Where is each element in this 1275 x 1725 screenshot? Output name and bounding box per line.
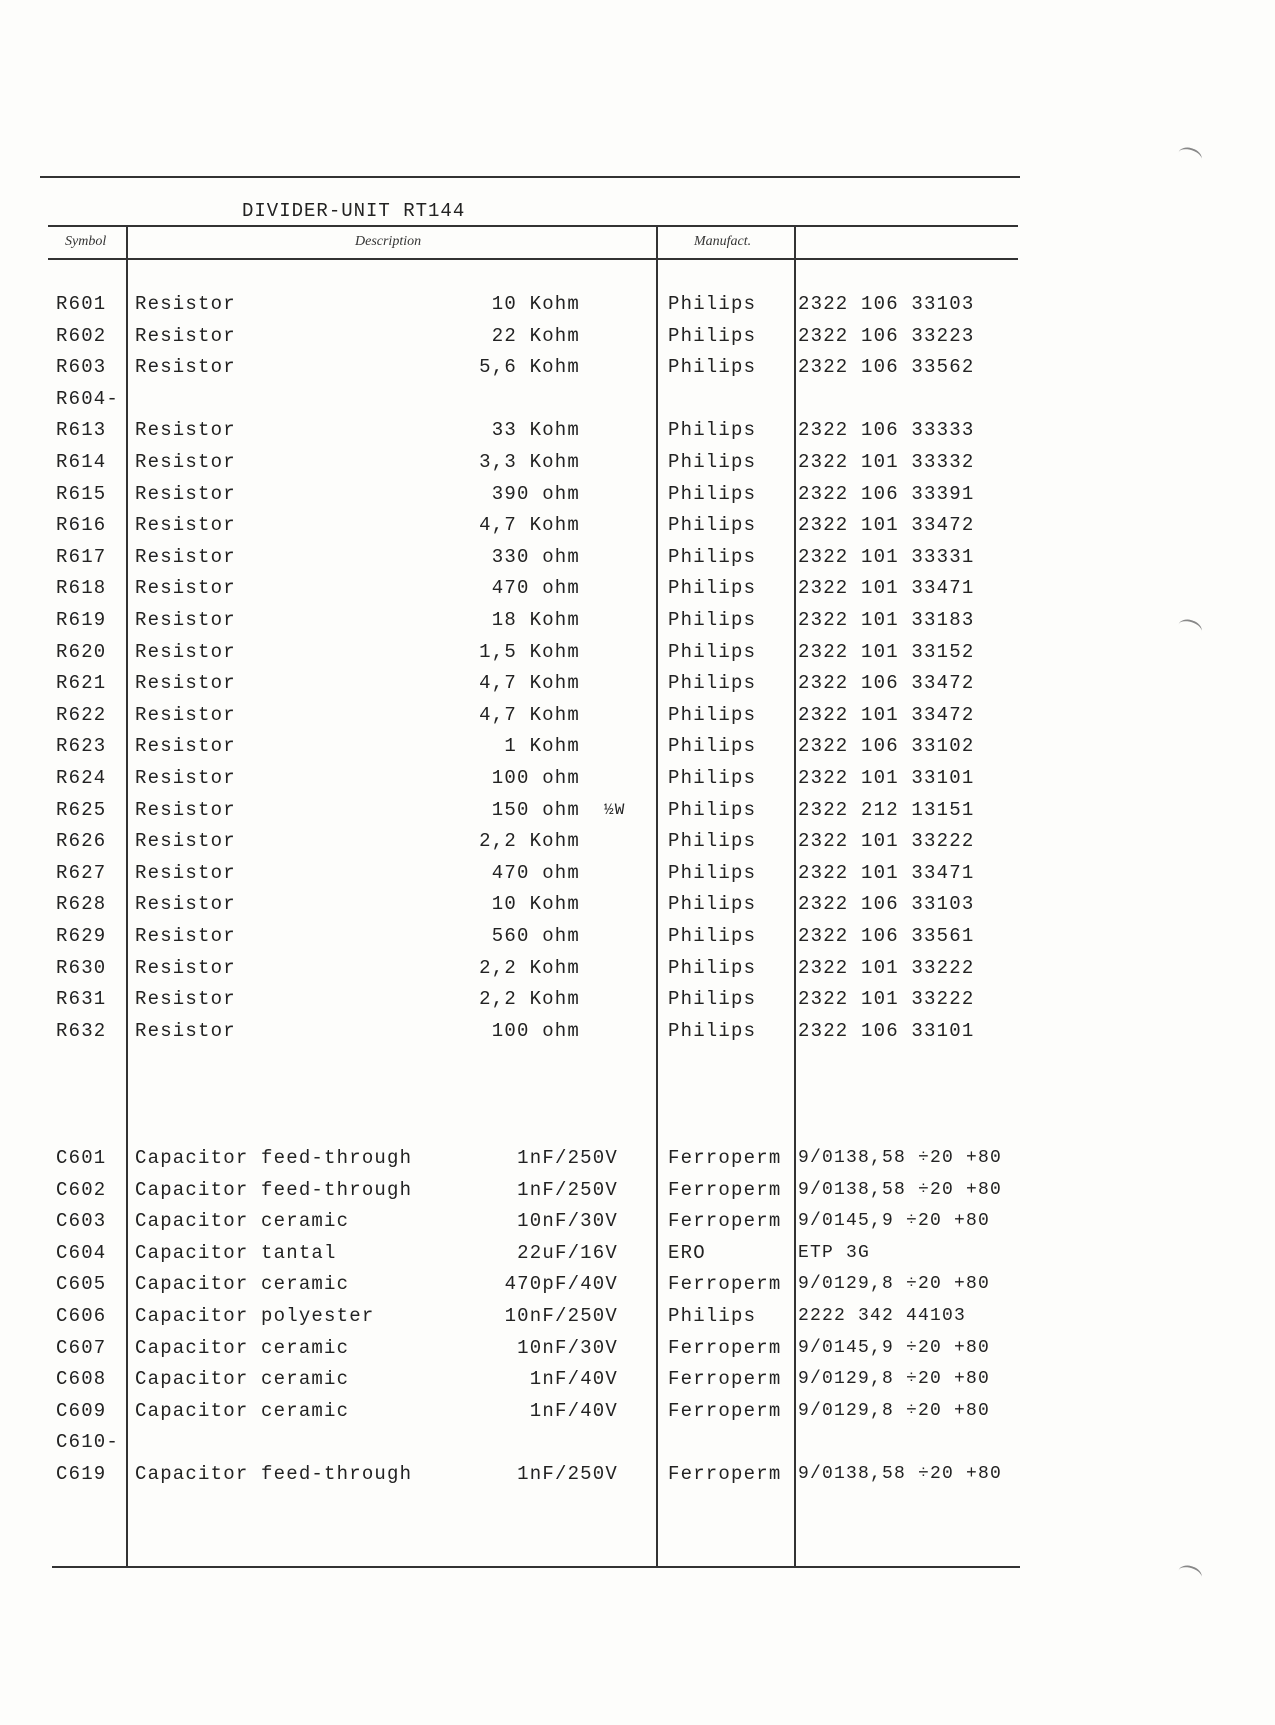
- part-description: Resistor: [135, 419, 236, 442]
- part-code: 2322 106 33562: [798, 356, 975, 379]
- part-symbol: C602: [56, 1178, 107, 1201]
- binder-mark: [1176, 145, 1204, 168]
- part-description: Resistor: [135, 956, 236, 979]
- part-value: 18 Kohm: [491, 609, 580, 631]
- part-value: 470 ohm: [491, 861, 580, 884]
- part-code: 2322 106 33103: [798, 293, 975, 315]
- part-symbol: R618: [56, 577, 107, 600]
- part-code: 2322 101 33331: [798, 545, 975, 568]
- part-symbol: C607: [56, 1336, 107, 1359]
- part-value: 4,7 Kohm: [479, 514, 580, 537]
- part-symbol: C610-: [56, 1431, 120, 1454]
- part-code: 2322 101 33332: [798, 451, 975, 473]
- part-code: 2322 106 33101: [798, 1019, 975, 1042]
- part-code: 2322 106 33102: [798, 735, 975, 758]
- part-value: 1nF/250V: [517, 1463, 618, 1485]
- part-code: 2322 106 33333: [798, 419, 975, 442]
- part-value: 330 ohm: [491, 545, 580, 568]
- part-value: 4,7 Kohm: [479, 672, 580, 695]
- part-symbol: C601: [56, 1147, 107, 1169]
- header-manufact: Manufact.: [694, 234, 752, 249]
- part-value: 5,6 Kohm: [479, 356, 580, 379]
- part-symbol: R602: [56, 324, 107, 347]
- part-value: 1,5 Kohm: [479, 640, 580, 663]
- part-value: 2,2 Kohm: [479, 956, 580, 979]
- part-value: 100 ohm: [491, 1019, 580, 1042]
- part-description: Resistor: [135, 545, 236, 568]
- part-code: 2322 212 13151: [798, 798, 975, 821]
- part-value: 2,2 Kohm: [479, 988, 580, 1011]
- part-symbol: C619: [56, 1463, 107, 1485]
- part-code: 9/0129,8 ÷20 +80: [798, 1400, 991, 1421]
- part-manufacturer: Philips: [668, 893, 757, 916]
- part-code: 2322 106 33391: [798, 482, 975, 505]
- part-value: 1 Kohm: [504, 735, 580, 758]
- header-description: Description: [355, 234, 422, 249]
- part-code: 2322 106 33103: [798, 893, 975, 916]
- part-symbol: R631: [56, 988, 107, 1011]
- part-description: Capacitor tantal: [135, 1241, 337, 1264]
- part-value: 390 ohm: [491, 482, 580, 505]
- part-manufacturer: Philips: [668, 1019, 757, 1042]
- part-symbol: R604-: [56, 387, 120, 410]
- part-value: 560 ohm: [491, 925, 580, 947]
- part-value: 33 Kohm: [491, 419, 580, 442]
- part-description: Resistor: [135, 640, 236, 663]
- part-code: 2322 101 33471: [798, 577, 975, 600]
- part-code: 2322 101 33222: [798, 830, 975, 853]
- part-rating: ½W: [604, 800, 626, 819]
- part-description: Resistor: [135, 767, 236, 789]
- part-value: 150 ohm: [491, 798, 580, 821]
- part-value: 1nF/250V: [517, 1147, 618, 1169]
- part-manufacturer: Philips: [668, 324, 757, 347]
- part-description: Resistor: [135, 861, 236, 884]
- part-code: 2322 101 33472: [798, 514, 975, 537]
- part-description: Capacitor feed-through: [135, 1178, 413, 1201]
- part-value: 22 Kohm: [491, 324, 580, 347]
- header-top-rule: [48, 225, 1018, 227]
- part-code: 9/0129,8 ÷20 +80: [798, 1274, 991, 1295]
- part-description: Capacitor ceramic: [135, 1336, 350, 1359]
- part-value: 1nF/40V: [529, 1368, 618, 1391]
- part-manufacturer: Philips: [668, 609, 757, 631]
- part-manufacturer: Philips: [668, 482, 757, 505]
- bottom-rule: [52, 1566, 1020, 1568]
- part-code: 2222 342 44103: [798, 1306, 967, 1326]
- part-symbol: R620: [56, 640, 107, 663]
- part-description: Capacitor ceramic: [135, 1273, 350, 1296]
- part-code: 2322 101 33152: [798, 640, 975, 663]
- binder-mark: [1176, 1563, 1204, 1586]
- part-manufacturer: Philips: [668, 293, 757, 315]
- part-description: Resistor: [135, 798, 236, 821]
- part-manufacturer: Ferroperm: [668, 1368, 782, 1391]
- part-symbol: R613: [56, 419, 107, 442]
- part-description: Capacitor ceramic: [135, 1210, 350, 1233]
- part-manufacturer: Philips: [668, 925, 757, 947]
- part-value: 10nF/30V: [517, 1210, 618, 1233]
- part-manufacturer: Philips: [668, 640, 757, 663]
- part-description: Resistor: [135, 893, 236, 916]
- part-description: Resistor: [135, 1019, 236, 1042]
- page-title: DIVIDER-UNIT RT144: [242, 200, 466, 222]
- part-symbol: C609: [56, 1399, 107, 1422]
- part-symbol: R624: [56, 767, 107, 789]
- part-symbol: R632: [56, 1019, 107, 1042]
- part-value: 10nF/30V: [517, 1336, 618, 1359]
- part-code: 2322 101 33101: [798, 767, 975, 789]
- part-symbol: C603: [56, 1210, 107, 1233]
- top-rule: [40, 176, 1020, 178]
- part-code: 2322 101 33222: [798, 956, 975, 979]
- part-symbol: R621: [56, 672, 107, 695]
- part-description: Resistor: [135, 988, 236, 1011]
- part-code: 2322 101 33471: [798, 861, 975, 884]
- part-manufacturer: Philips: [668, 861, 757, 884]
- part-manufacturer: ERO: [668, 1241, 706, 1264]
- part-value: 1nF/40V: [529, 1399, 618, 1422]
- part-symbol: C604: [56, 1241, 107, 1264]
- part-symbol: R616: [56, 514, 107, 537]
- part-description: Capacitor ceramic: [135, 1368, 350, 1391]
- column-rule-description: [656, 226, 658, 1567]
- part-description: Resistor: [135, 451, 236, 473]
- part-manufacturer: Philips: [668, 703, 757, 726]
- part-description: Resistor: [135, 703, 236, 726]
- part-manufacturer: Philips: [668, 545, 757, 568]
- part-description: Capacitor ceramic: [135, 1399, 350, 1422]
- part-manufacturer: Philips: [668, 735, 757, 758]
- part-manufacturer: Ferroperm: [668, 1399, 782, 1422]
- part-code: 2322 106 33561: [798, 925, 975, 947]
- part-symbol: R627: [56, 861, 107, 884]
- part-manufacturer: Ferroperm: [668, 1210, 782, 1233]
- part-code: 9/0145,9 ÷20 +80: [798, 1337, 991, 1358]
- part-symbol: R629: [56, 925, 107, 947]
- part-code: 9/0138,58 ÷20 +80: [798, 1464, 1003, 1484]
- part-symbol: C606: [56, 1305, 107, 1327]
- part-manufacturer: Philips: [668, 798, 757, 821]
- part-manufacturer: Ferroperm: [668, 1178, 782, 1201]
- part-manufacturer: Philips: [668, 356, 757, 379]
- part-symbol: R630: [56, 956, 107, 979]
- part-value: 2,2 Kohm: [479, 830, 580, 853]
- part-code: 2322 101 33222: [798, 988, 975, 1011]
- part-code: ETP 3G: [798, 1242, 871, 1263]
- part-description: Capacitor polyester: [135, 1305, 375, 1327]
- part-description: Resistor: [135, 609, 236, 631]
- part-symbol: C608: [56, 1368, 107, 1391]
- part-symbol: R622: [56, 703, 107, 726]
- part-value: 3,3 Kohm: [479, 451, 580, 473]
- part-symbol: R619: [56, 609, 107, 631]
- part-manufacturer: Philips: [668, 830, 757, 853]
- part-manufacturer: Philips: [668, 1305, 757, 1327]
- part-code: 2322 101 33183: [798, 609, 975, 631]
- part-code: 9/0145,9 ÷20 +80: [798, 1211, 991, 1232]
- header-symbol: Symbol: [65, 234, 107, 249]
- part-symbol: R615: [56, 482, 107, 505]
- part-manufacturer: Philips: [668, 988, 757, 1011]
- part-description: Resistor: [135, 735, 236, 758]
- column-rule-manufact: [794, 226, 796, 1567]
- part-manufacturer: Philips: [668, 419, 757, 442]
- part-symbol: R626: [56, 830, 107, 853]
- part-symbol: R614: [56, 451, 107, 473]
- part-value: 10nF/250V: [504, 1305, 618, 1327]
- part-symbol: R628: [56, 893, 107, 916]
- part-manufacturer: Philips: [668, 514, 757, 537]
- part-manufacturer: Ferroperm: [668, 1273, 782, 1296]
- part-manufacturer: Ferroperm: [668, 1336, 782, 1359]
- part-description: Resistor: [135, 356, 236, 379]
- part-value: 470pF/40V: [504, 1273, 618, 1296]
- part-value: 470 ohm: [491, 577, 580, 600]
- column-rule-symbol: [126, 226, 128, 1567]
- part-value: 22uF/16V: [517, 1241, 618, 1264]
- binder-mark: [1176, 617, 1204, 640]
- part-description: Resistor: [135, 577, 236, 600]
- part-symbol: R603: [56, 356, 107, 379]
- part-description: Resistor: [135, 830, 236, 853]
- part-value: 4,7 Kohm: [479, 703, 580, 726]
- part-description: Capacitor feed-through: [135, 1463, 413, 1485]
- part-symbol: R625: [56, 798, 107, 821]
- part-description: Resistor: [135, 514, 236, 537]
- part-manufacturer: Philips: [668, 956, 757, 979]
- part-description: Resistor: [135, 324, 236, 347]
- header-bottom-rule: [48, 258, 1018, 260]
- part-symbol: C605: [56, 1273, 107, 1296]
- part-code: 9/0138,58 ÷20 +80: [798, 1179, 1003, 1200]
- part-manufacturer: Philips: [668, 672, 757, 695]
- part-code: 2322 101 33472: [798, 703, 975, 726]
- part-value: 100 ohm: [491, 767, 580, 789]
- part-description: Resistor: [135, 925, 236, 947]
- part-manufacturer: Philips: [668, 767, 757, 789]
- part-description: Capacitor feed-through: [135, 1147, 413, 1169]
- part-description: Resistor: [135, 672, 236, 695]
- part-manufacturer: Ferroperm: [668, 1147, 782, 1169]
- part-symbol: R623: [56, 735, 107, 758]
- part-symbol: R617: [56, 545, 107, 568]
- part-code: 9/0138,58 ÷20 +80: [798, 1148, 1003, 1168]
- part-manufacturer: Philips: [668, 577, 757, 600]
- part-value: 1nF/250V: [517, 1178, 618, 1201]
- part-description: Resistor: [135, 482, 236, 505]
- part-code: 9/0129,8 ÷20 +80: [798, 1369, 991, 1390]
- part-code: 2322 106 33472: [798, 672, 975, 695]
- part-symbol: R601: [56, 293, 107, 315]
- part-value: 10 Kohm: [491, 893, 580, 916]
- part-manufacturer: Ferroperm: [668, 1463, 782, 1485]
- part-value: 10 Kohm: [491, 293, 580, 315]
- part-code: 2322 106 33223: [798, 324, 975, 347]
- part-description: Resistor: [135, 293, 236, 315]
- part-manufacturer: Philips: [668, 451, 757, 473]
